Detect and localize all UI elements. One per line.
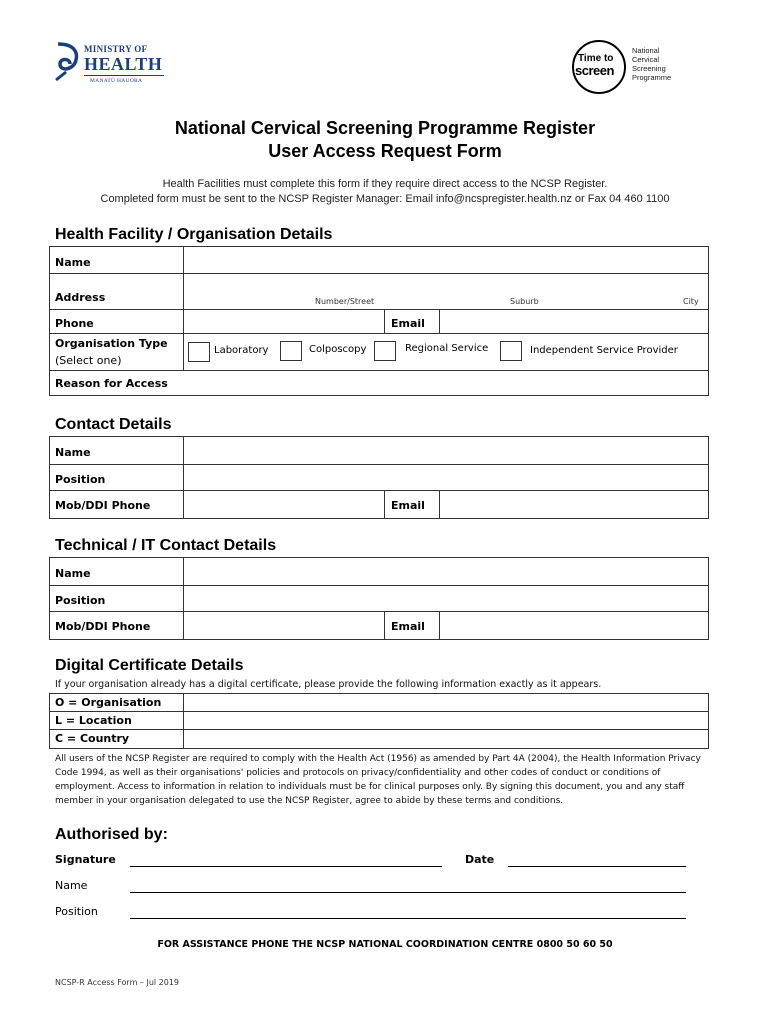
technical-name-row [50, 558, 708, 586]
signature-line[interactable] [130, 866, 442, 867]
contact-phone-label: Mob/DDI Phone [55, 499, 151, 512]
certificate-heading: Digital Certificate Details [55, 657, 244, 674]
reason-field[interactable] [184, 371, 708, 395]
technical-email-label: Email [391, 620, 425, 633]
laboratory-checkbox[interactable] [188, 342, 210, 362]
name-line[interactable] [130, 892, 686, 893]
technical-name-field[interactable] [184, 558, 708, 585]
technical-phone-label: Mob/DDI Phone [55, 620, 151, 633]
facility-phone-field[interactable] [184, 310, 384, 333]
page-title: National Cervical Screening Programme Register [174, 118, 596, 138]
moh-divider [84, 75, 164, 76]
technical-phone-row [50, 612, 708, 639]
contact-phone-field[interactable] [184, 491, 384, 518]
facility-orgtype-row [50, 334, 708, 371]
contact-email-label: Email [391, 499, 425, 512]
moh-line3: MANATŪ HAUORA [90, 78, 143, 84]
signature-label: Signature [55, 853, 116, 866]
cert-o-row [50, 694, 708, 712]
independent-provider-checkbox[interactable] [500, 341, 522, 361]
facility-address-label: Address [55, 291, 106, 304]
moh-line2: HEALTH [84, 54, 163, 74]
suburb-label: Suburb [510, 297, 539, 306]
form-id: NCSP-R Access Form – Jul 2019 [55, 978, 180, 987]
regional-service-checkbox[interactable] [374, 341, 396, 361]
moh-koru-icon [54, 42, 80, 82]
date-label: Date [465, 853, 495, 866]
facility-address-field[interactable] [184, 274, 708, 309]
moh-line1: MINISTRY OF [84, 44, 148, 54]
cert-c-label: C = Country [55, 732, 130, 745]
technical-name-label: Name [55, 567, 91, 580]
facility-reason-row [50, 371, 708, 395]
authorised-heading: Authorised by: [55, 826, 168, 843]
page-subtitle: User Access Request Form [268, 141, 502, 161]
technical-heading: Technical / IT Contact Details [55, 537, 277, 554]
technical-position-row [50, 586, 708, 612]
tts-side-4: Programme [632, 73, 672, 82]
technical-phone-field[interactable] [184, 612, 384, 639]
technical-table [49, 557, 709, 640]
ministry-of-health-logo [54, 42, 166, 88]
colposcopy-checkbox[interactable] [280, 341, 302, 361]
cert-o-field[interactable] [184, 694, 708, 711]
tts-side-3: Screening [632, 64, 666, 73]
intro-line2: Completed form must be sent to the NCSP Register Manager: Email info@ncspregister.health.nz or Fax 04 460 1100 [100, 193, 670, 205]
terms-paragraph: All users of the NCSP Register are required to comply with the Health Act (1956) as amended by Part 4A (2004), the Health Information Privacy Code 1994, as well as their organisations' policies and protocols on privacy/confidentiality and other codes of conduct or conditions of employment. Access to information in relation to individuals must be for clinical purposes only. By signing this document, you and any staff member in your organisation delegated to use the NCSP Register, agree to abide by these terms and conditions. [55, 754, 701, 806]
tts-line1: Time to [578, 53, 614, 64]
cert-l-label: L = Location [55, 714, 132, 727]
laboratory-label: Laboratory [214, 345, 269, 356]
certificate-note: If your organisation already has a digital certificate, please provide the following information exactly as it appears. [55, 679, 602, 690]
cert-l-row [50, 712, 708, 730]
name-label: Name [55, 879, 88, 892]
contact-position-row [50, 465, 708, 491]
tts-side-text [632, 46, 671, 82]
select-one-label: (Select one) [55, 354, 122, 367]
org-type-label: Organisation Type [55, 337, 168, 350]
contact-position-field[interactable] [184, 465, 708, 490]
intro-line1: Health Facilities must complete this form if they require direct access to the NCSP Register. [162, 178, 608, 190]
city-label: City [683, 297, 699, 306]
time-to-screen-logo [572, 40, 692, 96]
facility-name-field[interactable] [184, 247, 708, 273]
facility-phone-label: Phone [55, 317, 94, 330]
facility-phone-row [50, 310, 708, 334]
contact-phone-row [50, 491, 708, 518]
cert-o-label: O = Organisation [55, 696, 162, 709]
facility-email-label: Email [391, 317, 425, 330]
tts-side-1: National [632, 46, 660, 55]
certificate-table [49, 693, 709, 749]
facility-address-row [50, 274, 708, 310]
facility-name-row [50, 247, 708, 274]
position-line[interactable] [130, 918, 686, 919]
facility-table [49, 246, 709, 396]
date-line[interactable] [508, 866, 686, 867]
contact-email-field[interactable] [440, 491, 708, 518]
reason-label: Reason for Access [55, 377, 168, 390]
facility-email-field[interactable] [440, 310, 708, 333]
facility-heading: Health Facility / Organisation Details [55, 226, 333, 243]
tts-line2: screen [575, 63, 614, 78]
technical-position-label: Position [55, 594, 106, 607]
cert-l-field[interactable] [184, 712, 708, 729]
number-street-label: Number/Street [315, 297, 375, 306]
technical-position-field[interactable] [184, 586, 708, 611]
contact-name-field[interactable] [184, 437, 708, 464]
tts-side-2: Cervical [632, 55, 660, 64]
facility-name-label: Name [55, 256, 91, 269]
cert-c-field[interactable] [184, 730, 708, 748]
contact-heading: Contact Details [55, 416, 172, 433]
contact-name-row [50, 437, 708, 465]
contact-position-label: Position [55, 473, 106, 486]
regional-service-label: Regional Service [405, 343, 489, 354]
assistance-text: FOR ASSISTANCE PHONE THE NCSP NATIONAL COORDINATION CENTRE 0800 50 60 50 [157, 939, 613, 950]
cert-c-row [50, 730, 708, 748]
colposcopy-label: Colposcopy [309, 344, 367, 355]
technical-email-field[interactable] [440, 612, 708, 639]
independent-provider-label: Independent Service Provider [530, 345, 678, 356]
contact-name-label: Name [55, 446, 91, 459]
contact-table [49, 436, 709, 519]
position-label: Position [55, 905, 98, 918]
